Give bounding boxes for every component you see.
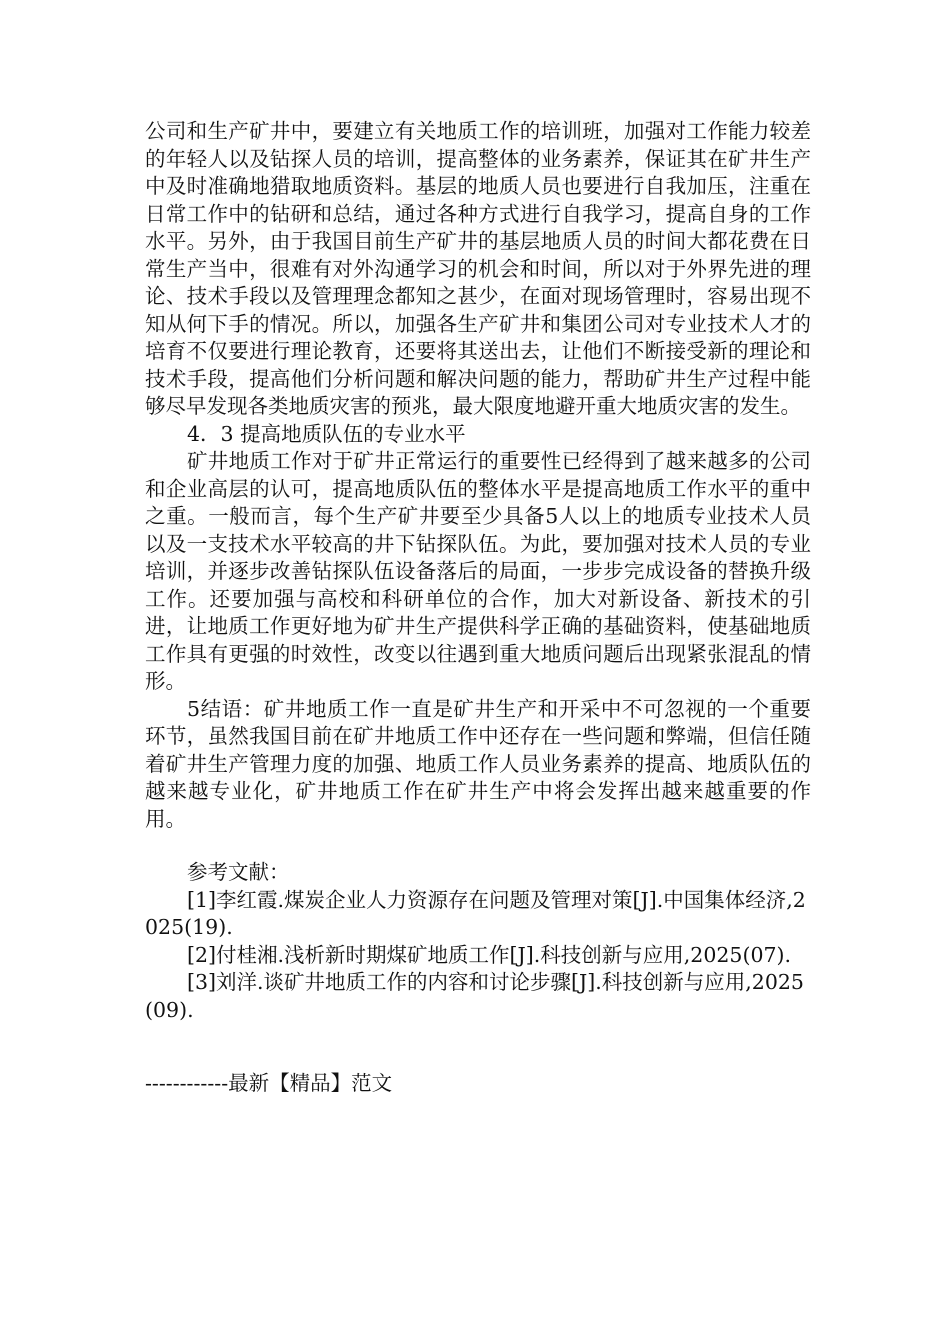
spacer	[145, 833, 811, 859]
paragraph-section: 矿井地质工作对于矿井正常运行的重要性已经得到了越来越多的公司和企业高层的认可，提高地质队伍的整体水平是提高地质工作水平的重中之重。一般而言，每个生产矿井要至少具备5人以上的地质专业技术人员以及一支技术水平较高的井下钻探队伍。为此，要加强对技术人员的专业培训，并逐步改善钻探队伍设备落后的局面，一步步完成设备的替换升级工作。还要加强与高校和科研单位的合作，加大对新设备、新技术的引进，让地质工作更好地为矿井生产提供科学正确的基础资料，使基础地质工作具有更强的时效性，改变以往遇到重大地质问题后出现紧张混乱的情形。	[145, 449, 811, 693]
reference-item: [3]刘洋.谈矿井地质工作的内容和讨论步骤[J].科技创新与应用,2025(09).	[145, 970, 804, 1022]
paragraph-conclusion: 5结语：矿井地质工作一直是矿井生产和开采中不可忽视的一个重要环节，虽然我国目前在矿井地质工作中还存在一些问题和弊端，但信任随着矿井生产管理力度的加强、地质工作人员业务素养的提高、地质队伍的越来越专业化，矿井地质工作在矿井生产中将会发挥出越来越重要的作用。	[145, 696, 811, 831]
paragraph-continued: 公司和生产矿井中，要建立有关地质工作的培训班，加强对工作能力较差的年轻人以及钻探人员的培训，提高整体的业务素养，保证其在矿井生产中及时准确地猎取地质资料。基层的地质人员也要进行自我加压，注重在日常工作中的钻研和总结，通过各种方式进行自我学习，提高自身的工作水平。另外，由于我国目前生产矿井的基层地质人员的时间大都花费在日常生产当中，很难有对外沟通学习的机会和时间，所以对于外界先进的理论、技术手段以及管理理念都知之甚少，在面对现场管理时，容易出现不知从何下手的情况。所以，加强各生产矿井和集团公司对专业技术人才的培育不仅要进行理论教育，还要将其送出去，让他们不断接受新的理论和技术手段，提高他们分析问题和解决问题的能力，帮助矿井生产过程中能够尽早发现各类地质灾害的预兆，最大限度地避开重大地质灾害的发生。	[145, 119, 811, 418]
reference-item: [1]李红霞.煤炭企业人力资源存在问题及管理对策[J].中国集体经济,2025(19).	[145, 887, 806, 939]
reference-item: [2]付桂湘.浅析新时期煤矿地质工作[J].科技创新与应用,2025(07).	[187, 942, 792, 967]
document-body	[145, 118, 811, 1024]
section-heading: 4．3 提高地质队伍的专业水平	[187, 421, 466, 446]
references-title: 参考文献：	[187, 860, 290, 884]
footer-tagline: ------------最新【精品】范文	[145, 1071, 393, 1095]
